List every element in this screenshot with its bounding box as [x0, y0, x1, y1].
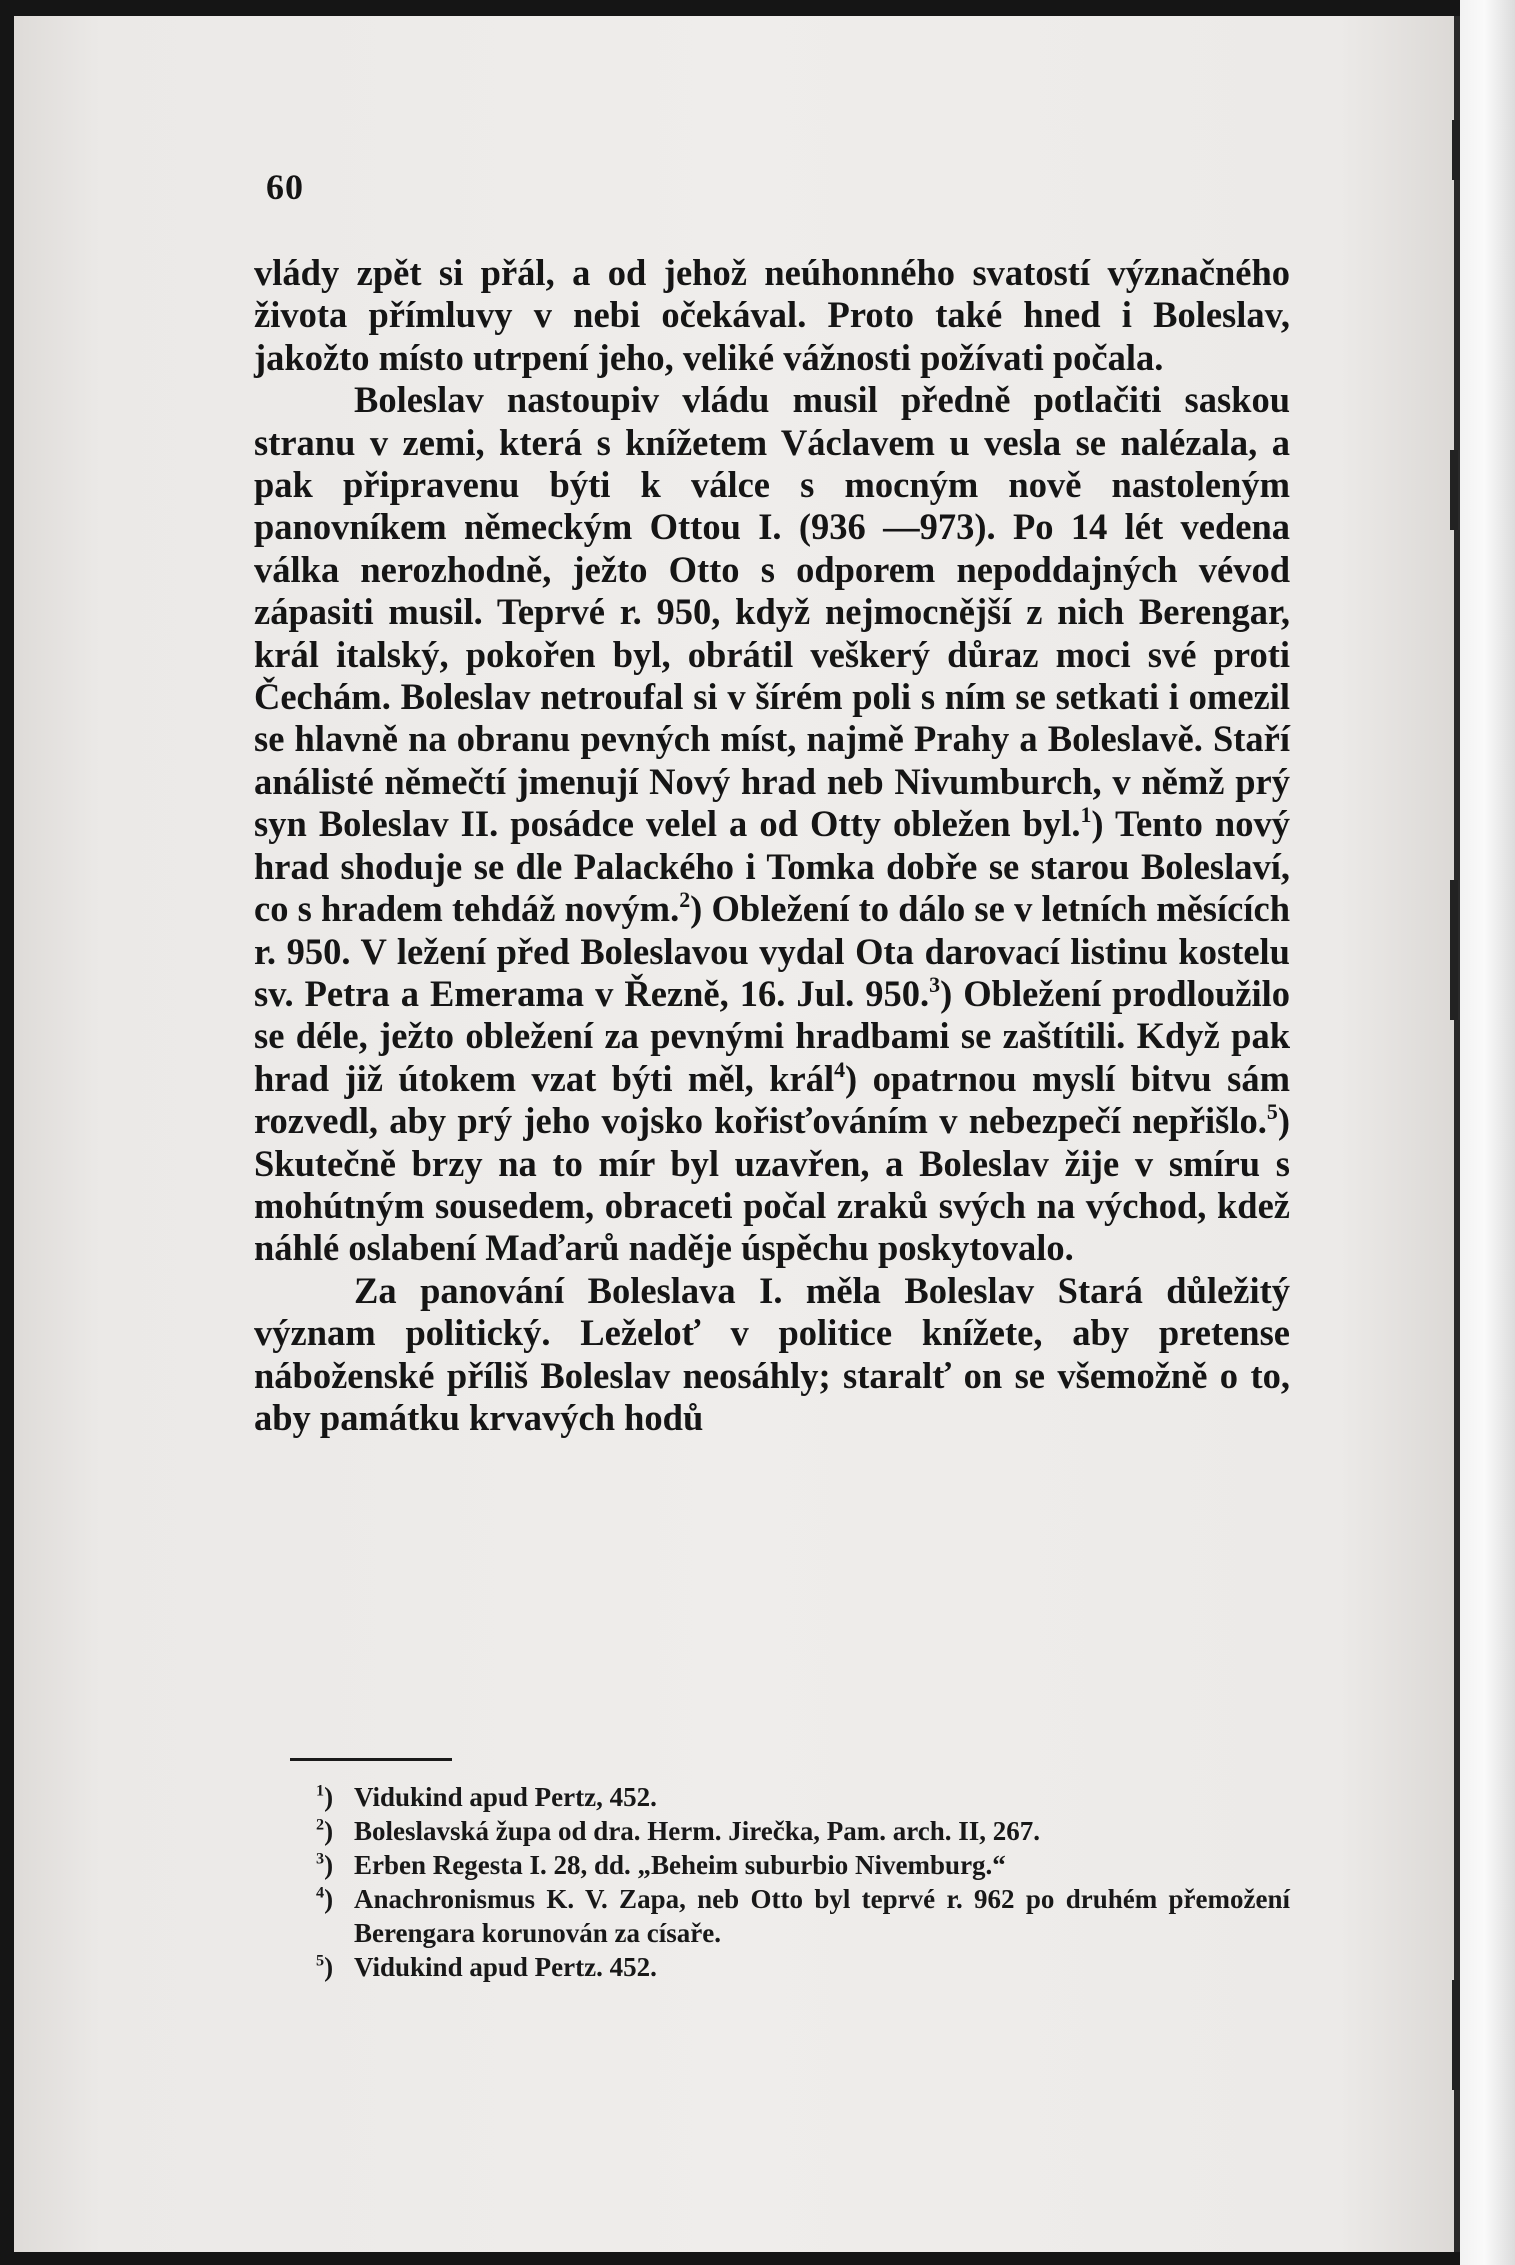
footnote — [316, 1814, 1290, 1848]
footnote-ref[interactable]: 1 — [1080, 802, 1092, 828]
footnote-ref[interactable]: 3 — [929, 971, 941, 997]
footnote-mark: $^1$) — [316, 1781, 334, 1812]
footnotes — [316, 1780, 1290, 1984]
footnote-number: 3 — [316, 1849, 325, 1868]
footnote-mark: $^5$) — [316, 1951, 334, 1982]
body-text — [254, 252, 1290, 1439]
footnote-text: Boleslavská župa od dra. Herm. Jirečka, Pam. arch. II, 267. — [354, 1816, 1040, 1846]
edge-shadow-mark — [1450, 450, 1458, 530]
edge-shadow-mark — [1450, 880, 1458, 1020]
footnote-divider — [290, 1758, 452, 1761]
footnote — [316, 1848, 1290, 1882]
paragraph-text: ) opatrnou myslí bitvu sám rozvedl, aby prý jeho vojsko kořisťováním v nebezpečí nepřišlo. — [254, 1057, 1290, 1142]
footnote-number: 5 — [316, 1951, 325, 1970]
footnote-text: Vidukind apud Pertz, 452. — [354, 1782, 657, 1812]
paragraph-text: Za panování Boleslava I. měla Boleslav Stará důležitý význam politický. Leželoť v politice knížete, aby pretense náboženské příliš Boleslav neosáhly; staralť on se všemožně o to, aby památku krvavých hodů — [254, 1269, 1290, 1438]
paragraph — [254, 1270, 1290, 1440]
footnote-ref[interactable]: 5 — [1266, 1098, 1278, 1124]
paragraph — [254, 379, 1290, 1270]
edge-shadow-mark — [1452, 120, 1460, 180]
footnote — [316, 1780, 1290, 1814]
footnote — [316, 1882, 1290, 1950]
paragraph-text: Boleslav nastoupiv vládu musil předně potlačiti saskou stranu v zemi, která s knížetem Václavem u vesla se nalézala, a pak připravenu býti k válce s mocným nově nastoleným panovníkem německým Ottou I. (936 —973). Po 14 lét vedena válka nerozhodně, ježto Otto s odporem nepoddajných vévod zápasiti musil. Teprvé r. 950, když nejmocnější z nich Berengar, král italský, pokořen byl, obrátil veškerý důraz moci své proti Čechám. Boleslav netroufal si v šírém poli s ním se setkati i omezil se hlavně na obranu pevných míst, najmě Prahy a Boleslavě. Staří análisté němečtí jmenují Nový hrad neb Nivumburch, v němž prý syn Boleslav II. posádce velel a od Otty obležen byl. — [254, 379, 1290, 845]
footnote-number: 4 — [316, 1883, 325, 1902]
footnote-mark: $^4$) — [316, 1883, 334, 1914]
page-number: 60 — [266, 167, 304, 207]
paragraph-text: ) Skutečně brzy na to mír byl uzavřen, a Boleslav žije v smíru s mohútným sousedem, obraceti počal zraků svých na východ, kdež náhlé oslabení Maďarů naděje úspěchu poskytovalo. — [254, 1100, 1290, 1269]
paragraph-text: vlády zpět si přál, a od jehož neúhonného svatostí význačného života přímluvy v nebi očekával. Proto také hned i Boleslav, jakožto místo utrpení jeho, veliké vážnosti požívati počala. — [254, 252, 1290, 378]
footnote-number: 1 — [316, 1781, 325, 1800]
footnote-text: Erben Regesta I. 28, dd. „Beheim suburbio Nivemburg.“ — [354, 1850, 1006, 1880]
paragraph — [254, 252, 1290, 379]
paragraph-text: ) Obležení prodloužilo se déle, ježto obležení za pevnými hradbami se zaštítili. Když pak hrad již útokem vzat býti měl, král — [254, 972, 1290, 1099]
paragraph-text: ) Obležení to dálo se v letních měsících r. 950. V ležení před Boleslavou vydal Ota darovací listinu kostelu sv. Petra a Emerama v Řezně, 16. Jul. 950. — [254, 888, 1290, 1014]
footnote-text: Anachronismus K. V. Zapa, neb Otto byl teprvé r. 962 po druhém přemožení Berengara korunován za císaře. — [354, 1884, 1290, 1948]
adjacent-page-edge — [1460, 0, 1515, 2265]
paragraph-text: ) Tento nový hrad shoduje se dle Palackého i Tomka dobře se starou Boleslaví, co s hradem tehdáž novým. — [254, 803, 1290, 930]
footnote-ref[interactable]: 2 — [679, 886, 691, 912]
footnote-mark: $^2$) — [316, 1815, 334, 1846]
footnote-mark: $^3$) — [316, 1849, 334, 1880]
edge-shadow-mark — [1452, 1980, 1460, 2090]
footnote-text: Vidukind apud Pertz. 452. — [354, 1952, 657, 1982]
footnote-ref[interactable]: 4 — [834, 1056, 846, 1082]
footnote — [316, 1950, 1290, 1984]
footnote-number: 2 — [316, 1815, 325, 1834]
